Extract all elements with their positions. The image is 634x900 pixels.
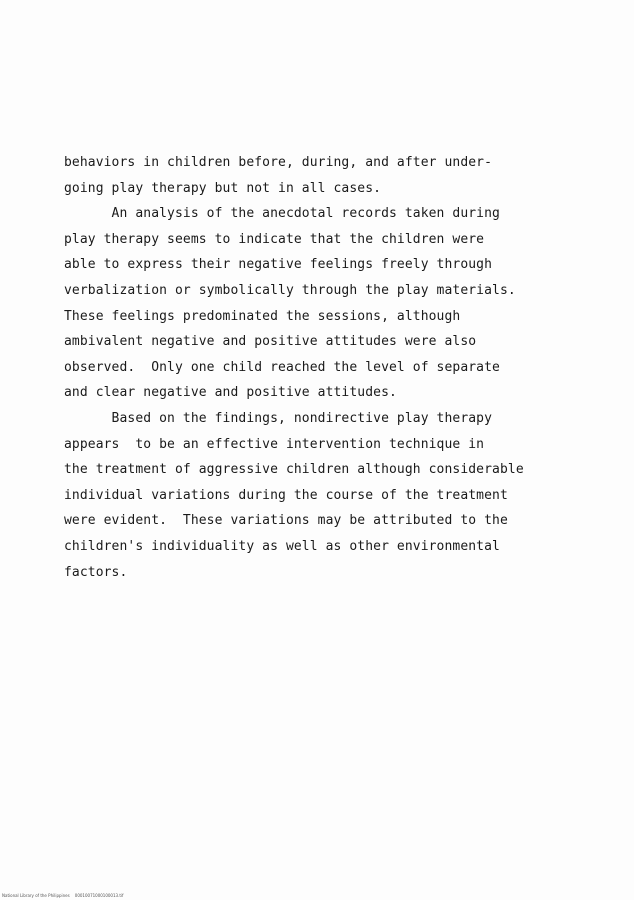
text-line: individual variations during the course of the treatment (64, 487, 508, 503)
text-line: and clear negative and positive attitudes. (64, 385, 397, 401)
text-line: able to express their negative feelings freely through (64, 257, 493, 273)
scan-footer: National Library of the Philippines 00010071000100013.tif (2, 893, 124, 898)
text-line: play therapy seems to indicate that the children were (64, 231, 485, 247)
text-line: An analysis of the anecdotal records taken during (64, 206, 500, 222)
text-line: children's individuality as well as other environmental (64, 538, 500, 554)
text-line: These feelings predominated the sessions, although (64, 308, 461, 324)
text-line: were evident. These variations may be attributed to the (64, 513, 508, 529)
body-text (64, 150, 584, 585)
text-line: Based on the findings, nondirective play therapy (64, 410, 493, 426)
text-line: behaviors in children before, during, and after under- (64, 155, 493, 170)
text-line: observed. Only one child reached the level of separate (64, 359, 500, 375)
text-line: going play therapy but not in all cases. (64, 180, 382, 196)
text-line: factors. (64, 564, 128, 580)
text-line: the treatment of aggressive children although considerable (64, 462, 524, 478)
text-line: appears to be an effective intervention technique in (64, 436, 485, 452)
text-line: verbalization or symbolically through the play materials. (64, 282, 516, 298)
text-line: ambivalent negative and positive attitudes were also (64, 334, 477, 350)
